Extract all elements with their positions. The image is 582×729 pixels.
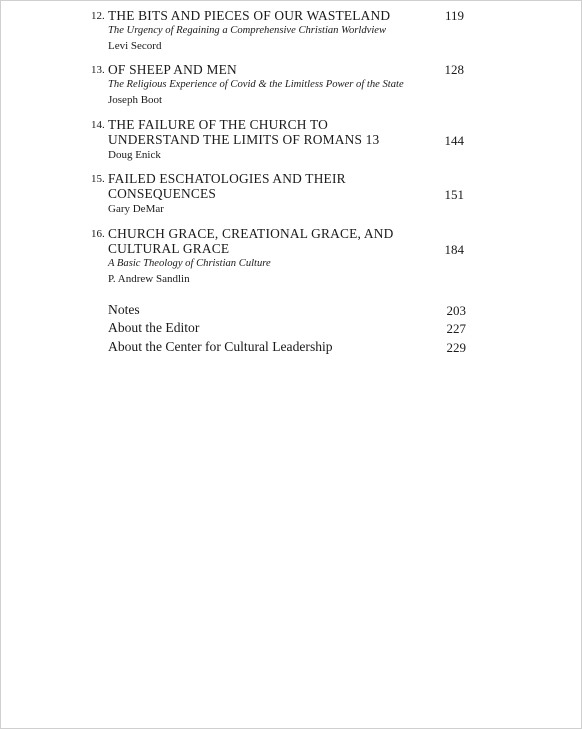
chapter-subtitle: The Urgency of Regaining a Comprehensive Christian Worldview — [108, 25, 387, 36]
back-matter-page-number: 229 — [446, 340, 466, 355]
chapter-number: 16. — [91, 228, 105, 240]
toc-entry-16 — [91, 226, 466, 290]
chapter-author: P. Andrew Sandlin — [108, 273, 190, 285]
chapter-page-number: 128 — [444, 62, 464, 77]
back-matter-label: About the Editor — [108, 320, 200, 335]
toc-entry-about-center — [108, 338, 466, 355]
toc-entry-13 — [91, 62, 466, 110]
chapter-title: THE BITS AND PIECES OF OUR WASTELAND — [108, 8, 391, 23]
chapter-title: FAILED ESCHATOLOGIES AND THEIR CONSEQUENCES — [108, 171, 346, 201]
chapter-page-number: 144 — [444, 133, 464, 148]
chapter-number: 15. — [91, 173, 105, 185]
toc-entry-12 — [91, 8, 466, 56]
chapter-subtitle: The Religious Experience of Covid & the Limitless Power of the State — [108, 79, 404, 90]
chapter-number: 12. — [91, 10, 105, 22]
chapter-title: THE FAILURE OF THE CHURCH TO UNDERSTAND THE LIMITS OF ROMANS 13 — [108, 117, 380, 147]
back-matter-page-number: 203 — [446, 303, 466, 318]
toc-entry-notes — [108, 301, 466, 318]
chapter-author: Joseph Boot — [108, 94, 163, 106]
chapter-page-number: 151 — [444, 187, 464, 202]
chapter-title: OF SHEEP AND MEN — [108, 62, 237, 77]
chapter-author: Gary DeMar — [108, 203, 164, 215]
toc-entry-15 — [91, 171, 466, 219]
chapter-subtitle: A Basic Theology of Christian Culture — [108, 258, 271, 269]
chapter-author: Doug Enick — [108, 149, 161, 161]
chapter-title: CHURCH GRACE, CREATIONAL GRACE, AND CULTURAL GRACE — [108, 226, 394, 256]
chapter-author: Levi Secord — [108, 40, 162, 52]
back-matter-label: About the Center for Cultural Leadership — [108, 339, 333, 354]
chapter-number: 13. — [91, 64, 105, 76]
toc-entry-14 — [91, 117, 466, 165]
back-matter-label: Notes — [108, 302, 140, 317]
chapter-page-number: 119 — [444, 8, 464, 23]
back-matter-page-number: 227 — [446, 321, 466, 336]
chapter-number: 14. — [91, 119, 105, 131]
toc-entry-about-editor — [108, 319, 466, 336]
chapter-page-number: 184 — [444, 242, 464, 257]
